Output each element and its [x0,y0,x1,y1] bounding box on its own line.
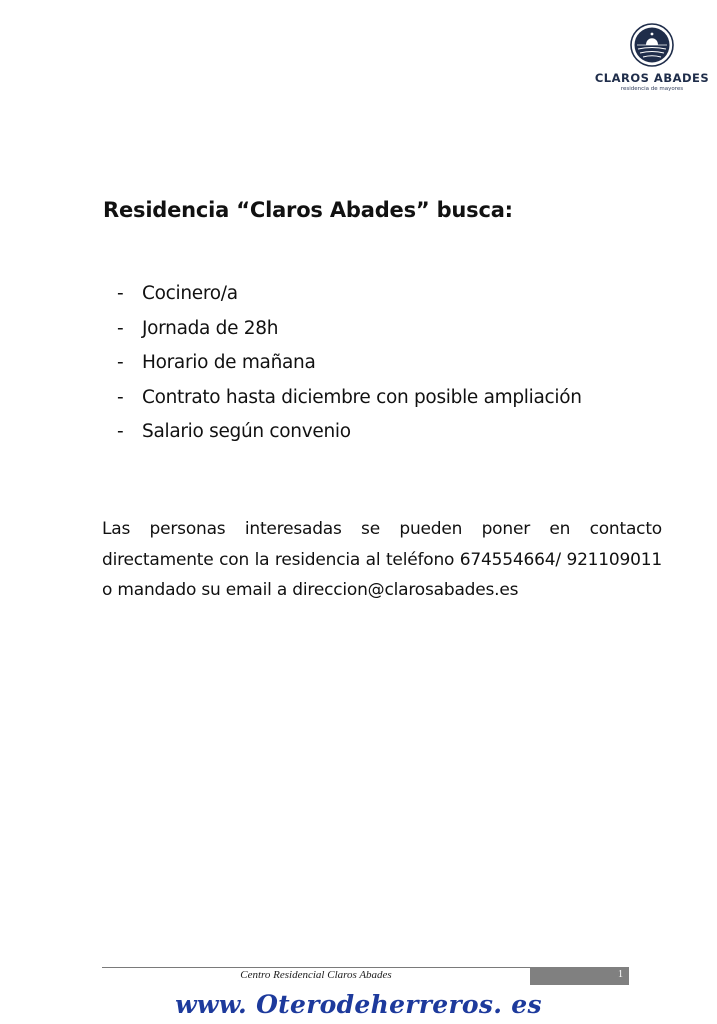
contact-paragraph: Las personas interesadas se pueden poner en contacto directamente con la residencia al teléfono 674554664/ 921109011 o mandado su email a direccion@clarosabades.es [102,519,662,600]
page-title: Residencia “Claros Abades” busca: [103,198,513,222]
requirement-item: - Cocinero/a [117,283,238,304]
claros-abades-logo [594,22,710,92]
requirement-text: Jornada de 28h [142,317,279,339]
website-watermark: www. Oterodeherreros. es [175,990,542,1019]
logo-emblem-icon [629,22,675,68]
requirement-text: Salario según convenio [142,421,351,442]
footer-text: Centro Residencial Claros Abades [240,969,392,981]
page-number: 1 [618,969,623,980]
footer-page-box [530,967,629,985]
logo-tagline: residencia de mayores [620,86,684,92]
requirement-text: Contrato hasta diciembre con posible ampliación [142,386,582,408]
requirement-item: - Jornada de 28h [117,317,279,339]
requirement-item: - Contrato hasta diciembre con posible ampliación [117,386,582,408]
requirement-item: - Salario según convenio [117,421,351,442]
requirement-item: - Horario de mañana [117,352,316,373]
logo-name: CLAROS ABADES [594,71,710,85]
requirement-text: Horario de mañana [142,352,316,373]
requirements-list [117,280,582,453]
footer-divider [102,967,530,968]
requirement-text: Cocinero/a [142,283,238,304]
